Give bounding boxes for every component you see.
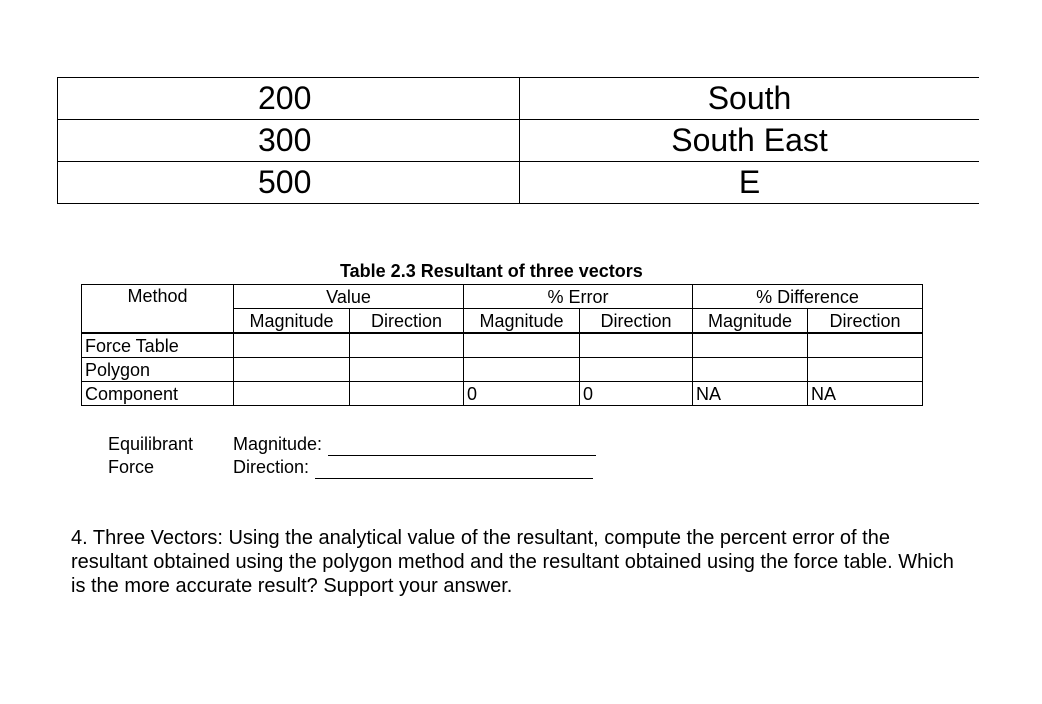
method-cell: Component bbox=[82, 382, 234, 406]
table-cell bbox=[808, 334, 923, 358]
table-cell bbox=[464, 334, 580, 358]
table-cell bbox=[350, 382, 464, 406]
vector-table bbox=[57, 77, 979, 204]
difference-group-header: % Difference bbox=[693, 285, 923, 309]
direction-blank[interactable] bbox=[315, 461, 593, 479]
equilibrant-magnitude-line bbox=[233, 433, 596, 456]
sub-header: Magnitude bbox=[234, 309, 350, 333]
table-cell: NA bbox=[808, 382, 923, 406]
sub-header: Direction bbox=[808, 309, 923, 333]
equilibrant-direction-line bbox=[233, 456, 596, 479]
direction-label: Direction: bbox=[233, 457, 310, 477]
method-cell: Force Table bbox=[82, 334, 234, 358]
vector-direction-cell: South bbox=[520, 78, 980, 120]
table-row bbox=[58, 78, 980, 120]
table-cell: 0 bbox=[580, 382, 693, 406]
table-caption: Table 2.3 Resultant of three vectors bbox=[340, 261, 643, 281]
magnitude-blank[interactable] bbox=[328, 438, 596, 456]
table-cell bbox=[580, 358, 693, 382]
table-cell bbox=[234, 382, 350, 406]
sub-header: Magnitude bbox=[693, 309, 808, 333]
table-row bbox=[82, 382, 923, 406]
table-cell bbox=[234, 334, 350, 358]
vector-direction-cell: E bbox=[520, 162, 980, 204]
question-text: 4. Three Vectors: Using the analytical value of the resultant, compute the percent error of the resultant obtained using the polygon method and the resultant obtained using the force table. Which is the more accurate result? Support your answer. bbox=[71, 527, 954, 597]
vector-magnitude-cell: 500 bbox=[58, 162, 520, 204]
table-cell bbox=[234, 358, 350, 382]
table-cell bbox=[693, 334, 808, 358]
sub-header: Magnitude bbox=[464, 309, 580, 333]
method-header: Method bbox=[82, 285, 234, 333]
method-cell: Polygon bbox=[82, 358, 234, 382]
table-cell: 0 bbox=[464, 382, 580, 406]
error-group-header: % Error bbox=[464, 285, 693, 309]
equilibrant-label bbox=[108, 433, 193, 479]
group-header-row bbox=[82, 285, 923, 309]
equilibrant-label-line: Equilibrant bbox=[108, 434, 194, 454]
table-cell bbox=[580, 334, 693, 358]
table-cell bbox=[350, 358, 464, 382]
value-group-header: Value bbox=[234, 285, 464, 309]
table-row bbox=[58, 162, 980, 204]
equilibrant-fields bbox=[233, 433, 596, 479]
sub-header: Direction bbox=[350, 309, 464, 333]
table-cell bbox=[464, 358, 580, 382]
table-cell bbox=[350, 334, 464, 358]
table-row bbox=[82, 358, 923, 382]
equilibrant-label-line: Force bbox=[108, 457, 155, 477]
sub-header: Direction bbox=[580, 309, 693, 333]
vector-magnitude-cell: 200 bbox=[58, 78, 520, 120]
magnitude-label: Magnitude: bbox=[233, 434, 323, 454]
table-row bbox=[58, 120, 980, 162]
table-cell: NA bbox=[693, 382, 808, 406]
table-cell bbox=[808, 358, 923, 382]
table-cell bbox=[693, 358, 808, 382]
resultant-table bbox=[81, 284, 923, 406]
table-row bbox=[82, 334, 923, 358]
vector-magnitude-cell: 300 bbox=[58, 120, 520, 162]
vector-direction-cell: South East bbox=[520, 120, 980, 162]
